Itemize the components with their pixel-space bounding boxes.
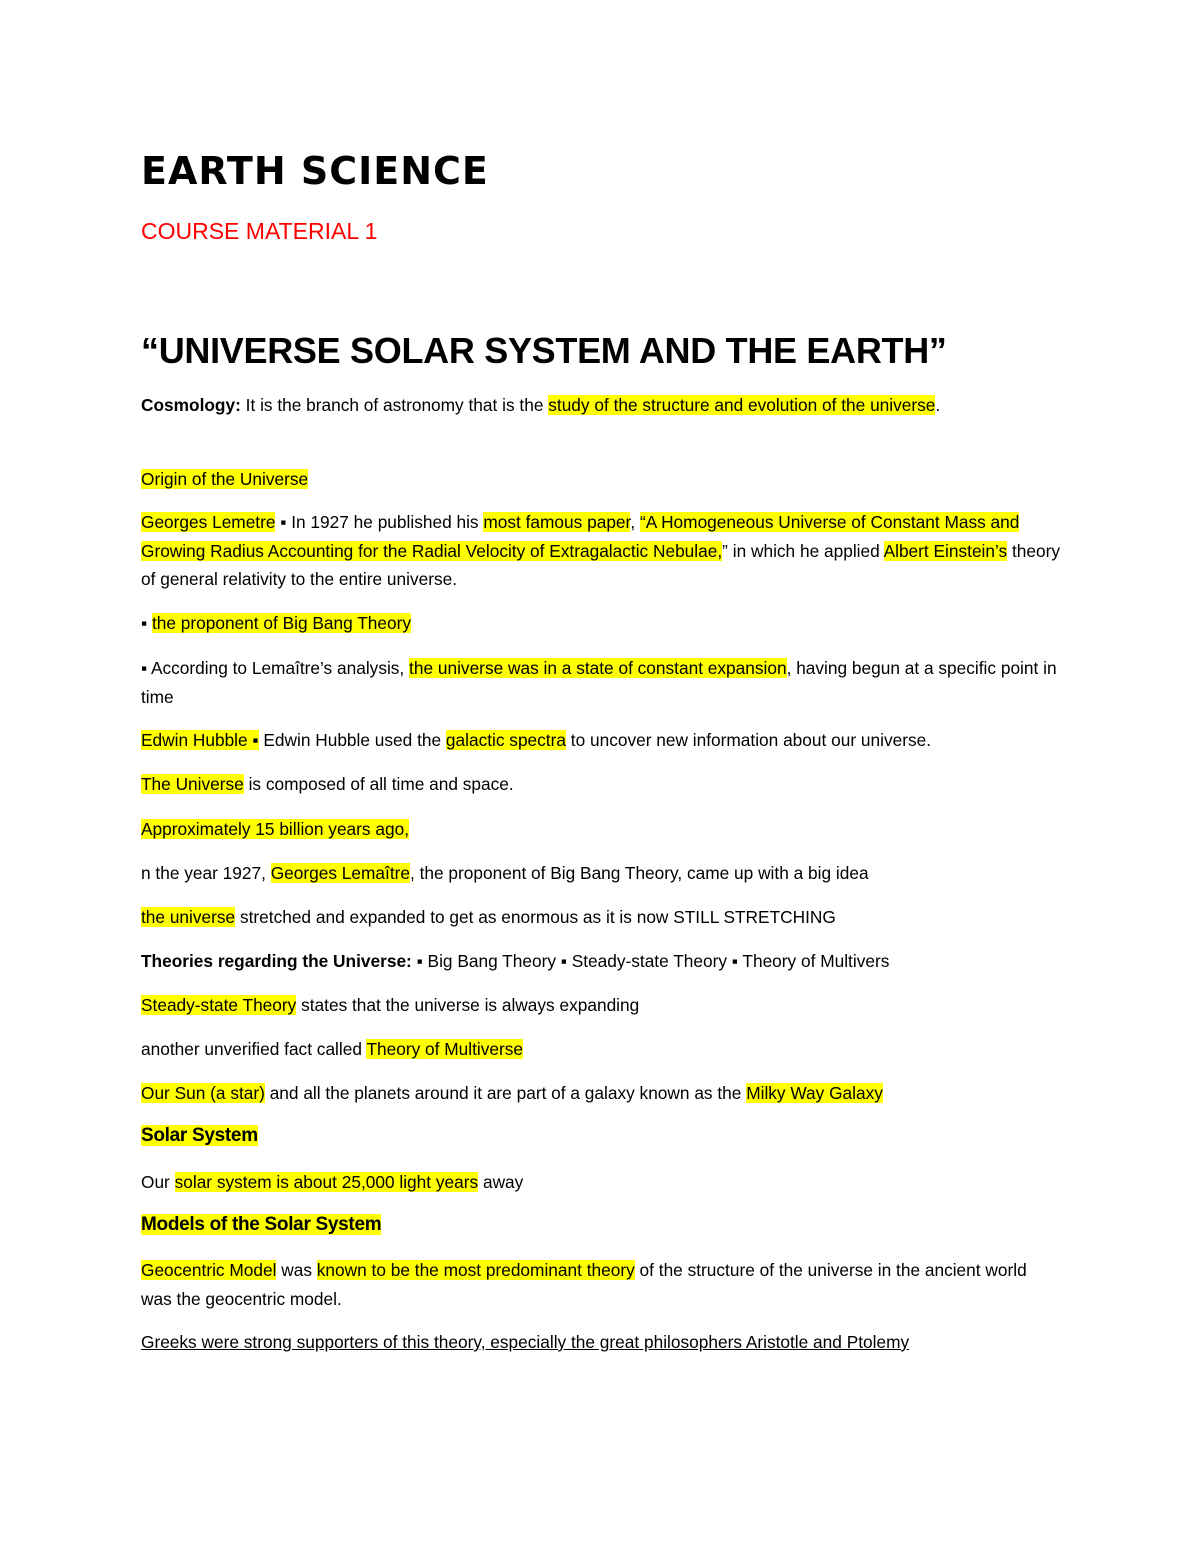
highlighted-text: Milky Way Galaxy (746, 1083, 883, 1103)
highlighted-text: the universe (141, 907, 236, 927)
highlighted-text: Approximately 15 billion years ago, (141, 819, 410, 839)
section-heading: “UNIVERSE SOLAR SYSTEM AND THE EARTH” (141, 330, 947, 371)
year-1927-paragraph: n the year 1927, Georges Lemaître, the proponent of Big Bang Theory, came up with a big idea (141, 863, 869, 883)
multiverse-paragraph: another unverified fact called Theory of Multiverse (141, 1039, 523, 1059)
highlighted-text: Geocentric Model (141, 1260, 277, 1280)
highlighted-text: the proponent of Big Bang Theory (151, 613, 412, 633)
highlighted-text: known to be the most predominant theory (316, 1260, 635, 1280)
highlighted-text: Steady-state Theory (141, 995, 297, 1015)
stretching-paragraph: the universe stretched and expanded to get as enormous as it is now STILL STRETCHING (141, 907, 836, 927)
term-label: Cosmology: (141, 395, 241, 415)
solar-system-heading (141, 1122, 1061, 1151)
highlighted-text: study of the structure and evolution of the universe (548, 395, 936, 415)
cosmology-paragraph: Cosmology: It is the branch of astronomy that is the study of the structure and evolution of the universe. (141, 395, 941, 415)
lemetre-paragraph: Georges Lemetre ▪ In 1927 he published his most famous paper, “A Homogeneous Universe of Constant Mass and Growing Radius Accounting for the Radial Velocity of Extragalactic Nebulae,” in which he applied Albert Einstein’s theory of general relativity to the entire universe. (141, 512, 1061, 589)
highlighted-text: Solar System (141, 1125, 258, 1146)
highlighted-text: “A Homogeneous Universe of Constant Mass and Growing Radius Accounting for the Radial Velocity of Extragalactic Nebulae, (141, 512, 1020, 561)
solar-distance-paragraph: Our solar system is about 25,000 light years away (141, 1172, 524, 1192)
age-line (141, 815, 1061, 844)
highlighted-text: the universe was in a state of constant expansion (409, 658, 787, 678)
highlighted-text: galactic spectra (445, 730, 566, 750)
geocentric-paragraph: Geocentric Model was known to be the most predominant theory of the structure of the universe in the ancient world was the geocentric model. (141, 1260, 1027, 1309)
models-heading (141, 1211, 1061, 1240)
steady-state-paragraph: Steady-state Theory states that the universe is always expanding (141, 995, 640, 1015)
highlighted-text: Georges Lemetre (141, 512, 276, 532)
highlighted-text: Albert Einstein’s (883, 540, 1008, 561)
course-subtitle: COURSE MATERIAL 1 (141, 218, 378, 244)
highlighted-text: Theory of Multiverse (366, 1039, 523, 1059)
highlighted-text: Edwin Hubble ▪ (141, 730, 259, 750)
highlighted-text: most famous paper (483, 512, 631, 532)
hubble-paragraph: Edwin Hubble ▪ Edwin Hubble used the galactic spectra to uncover new information about our universe. (141, 730, 932, 750)
bullet-proponent: ▪ the proponent of Big Bang Theory (141, 613, 412, 633)
highlighted-text: Models of the Solar System (141, 1214, 382, 1235)
bullet-lemaitre-analysis: ▪ According to Lemaître’s analysis, the universe was in a state of constant expansion, having begun at a specific point in time (141, 658, 1057, 707)
highlighted-text: Georges Lemaître (270, 863, 410, 883)
document-title: EARTH SCIENCE (141, 149, 489, 193)
highlighted-text: Our Sun (a star) (141, 1083, 265, 1103)
greeks-paragraph: Greeks were strong supporters of this theory, especially the great philosophers Aristotle and Ptolemy (141, 1332, 910, 1352)
term-label: Theories regarding the Universe: (141, 951, 412, 971)
milky-way-paragraph: Our Sun (a star) and all the planets around it are part of a galaxy known as the Milky Way Galaxy (141, 1083, 883, 1103)
highlighted-text: solar system is about 25,000 light years (174, 1172, 479, 1192)
highlighted-text: Origin of the Universe (141, 469, 309, 489)
origin-heading (141, 465, 1061, 494)
universe-definition: The Universe is composed of all time and space. (141, 774, 514, 794)
theories-paragraph: Theories regarding the Universe: ▪ Big Bang Theory ▪ Steady-state Theory ▪ Theory of Multivers (141, 951, 890, 971)
highlighted-text: The Universe (141, 774, 244, 794)
